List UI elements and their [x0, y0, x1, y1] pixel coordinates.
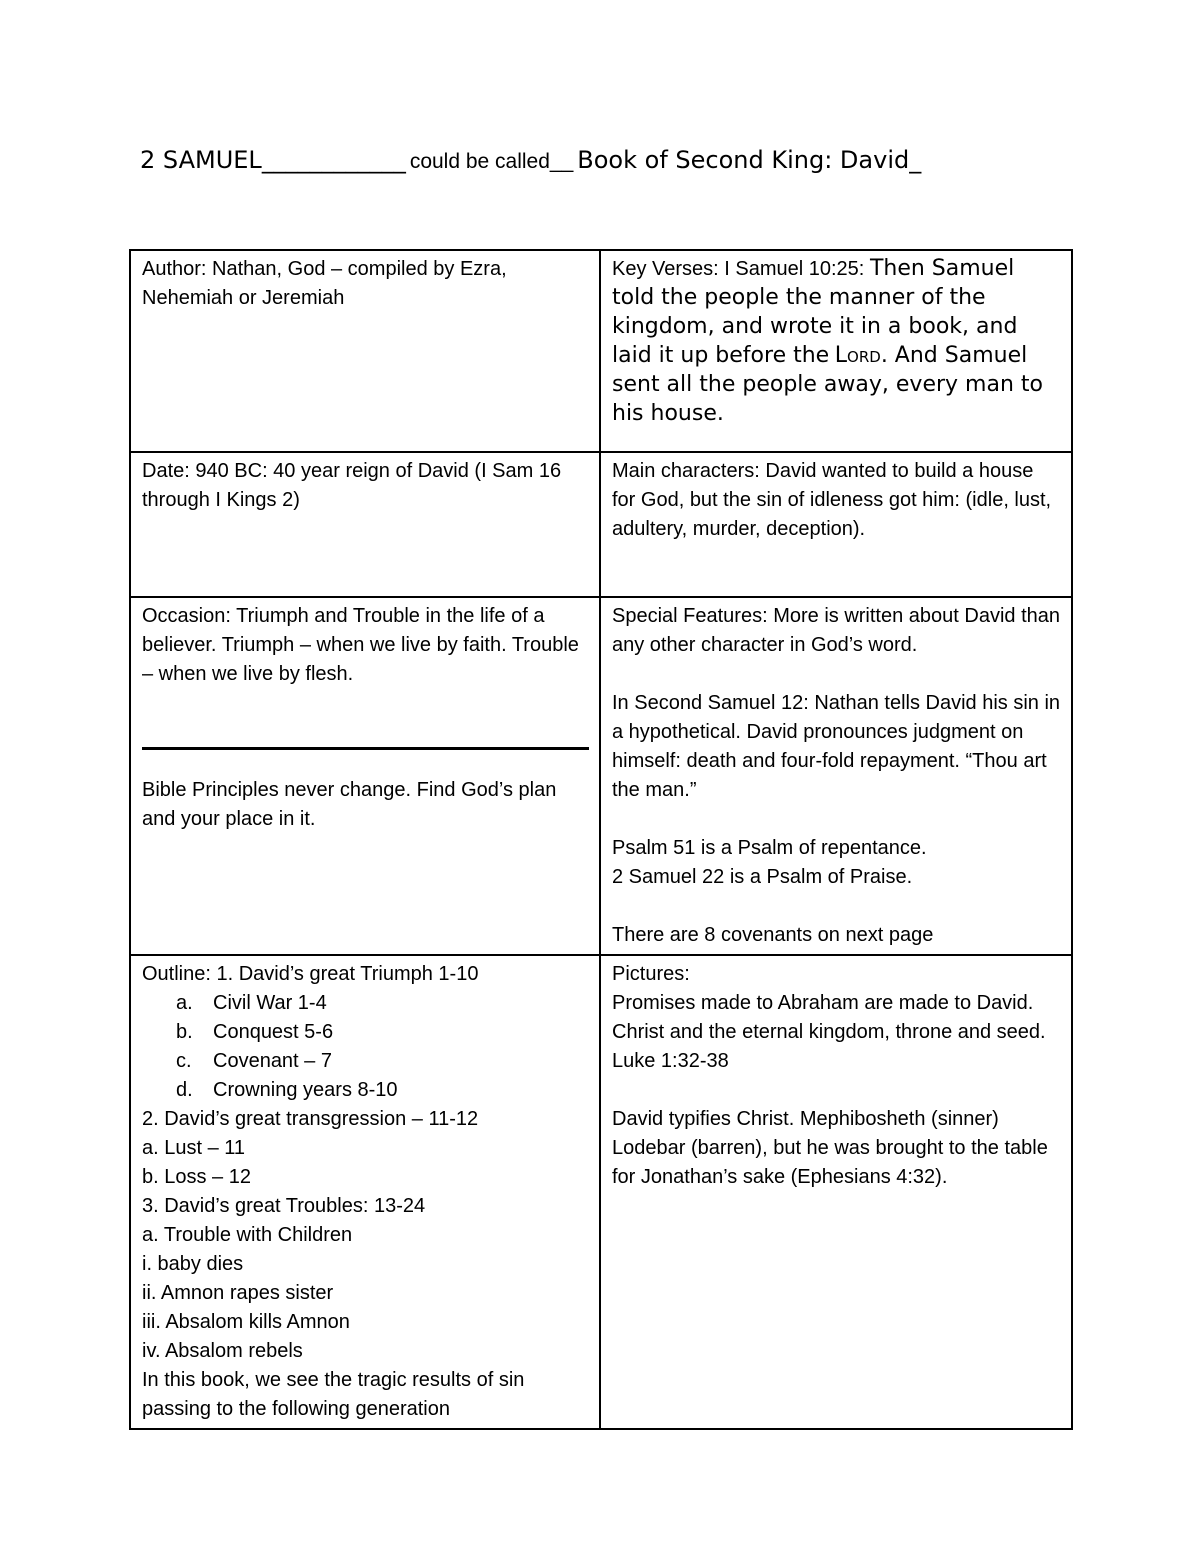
special-features-p3b: 2 Samuel 22 is a Psalm of Praise. [612, 866, 913, 888]
table-row [130, 250, 1072, 452]
table-row [130, 597, 1072, 955]
key-verses-quote-end: . And Samuel sent all the people away, every man to his house. [612, 343, 1043, 426]
main-characters-cell [600, 452, 1072, 597]
table-row [130, 452, 1072, 597]
outline-line: a. Lust – 11 [142, 1137, 246, 1159]
author-cell [130, 250, 600, 452]
special-features-p4: There are 8 covenants on next page [612, 924, 934, 946]
main-characters-text: Main characters: David wanted to build a house for God, but the sin of idleness got him: (idle, lust, adultery, murder, deception). [612, 460, 1052, 540]
outline-sub-item: c. Covenant – 7 [176, 1050, 332, 1072]
title-book-blank: ____________ [261, 146, 406, 174]
table-row [130, 955, 1072, 1429]
outline-heading: Outline: 1. David’s great Triumph 1-10 [142, 963, 479, 985]
key-verses-cell [600, 250, 1072, 452]
bible-principles-text: Bible Principles never change. Find God’s plan and your place in it. [142, 779, 557, 830]
occasion-cell [130, 597, 600, 955]
outline-cell [130, 955, 600, 1429]
outline-sub-item: d. Crowning years 8-10 [176, 1079, 398, 1101]
key-verses-lord: Lord [834, 343, 881, 368]
outline-line: In this book, we see the tragic results of sin passing to the following generation [142, 1369, 525, 1420]
date-cell [130, 452, 600, 597]
page-title [140, 140, 1080, 184]
outline-sub-item: b. Conquest 5-6 [176, 1021, 334, 1043]
special-features-p1: Special Features: More is written about David than any other character in God’s word. [612, 605, 1060, 656]
outline-line: iv. Absalom rebels [142, 1340, 303, 1362]
title-subtitle: Book of Second King: David_ [577, 146, 922, 174]
special-features-p2: In Second Samuel 12: Nathan tells David his sin in a hypothetical. David pronounces judgment on himself: death and four-fold repayment. “Thou art the man.” [612, 692, 1061, 801]
outline-sub-item: a. Civil War 1-4 [176, 992, 327, 1014]
special-features-p3a: Psalm 51 is a Psalm of repentance. [612, 837, 927, 859]
outline-line: a. Trouble with Children [142, 1224, 353, 1246]
outline-line: i. baby dies [142, 1253, 244, 1275]
title-called-blank: __ [549, 150, 574, 173]
pictures-cell [600, 955, 1072, 1429]
outline-line: b. Loss – 12 [142, 1166, 251, 1188]
outline-line: 3. David’s great Troubles: 13-24 [142, 1195, 426, 1217]
outline-line: ii. Amnon rapes sister [142, 1282, 334, 1304]
study-table [129, 249, 1073, 1430]
title-book: 2 SAMUEL [140, 146, 262, 174]
special-features-cell [600, 597, 1072, 955]
pictures-p2: Christ and the eternal kingdom, throne and seed. Luke 1:32-38 [612, 1021, 1046, 1072]
pictures-p1: Promises made to Abraham are made to David. [612, 992, 1034, 1014]
date-text: Date: 940 BC: 40 year reign of David (I Sam 16 through I Kings 2) [142, 460, 562, 511]
author-text: Author: Nathan, God – compiled by Ezra, Nehemiah or Jeremiah [142, 258, 507, 309]
pictures-label: Pictures: [612, 963, 690, 985]
key-verses-text [612, 255, 1061, 429]
outline-line: iii. Absalom kills Amnon [142, 1311, 350, 1333]
key-verses-label: Key Verses: I Samuel 10:25: [612, 258, 865, 280]
title-could-be-called: could be called [409, 150, 550, 173]
pictures-p3: David typifies Christ. Mephibosheth (sinner) Lodebar (barren), but he was brought to the table for Jonathan’s sake (Ephesians 4:32). [612, 1108, 1048, 1188]
outline-line: 2. David’s great transgression – 11-12 [142, 1108, 479, 1130]
occasion-text: Occasion: Triumph and Trouble in the life of a believer. Triumph – when we live by faith. Trouble – when we live by flesh. [142, 605, 579, 685]
key-verses-quote-start: Then Samuel told the people the manner of the kingdom, and wrote it in a book, and laid it up before the [612, 256, 1018, 368]
